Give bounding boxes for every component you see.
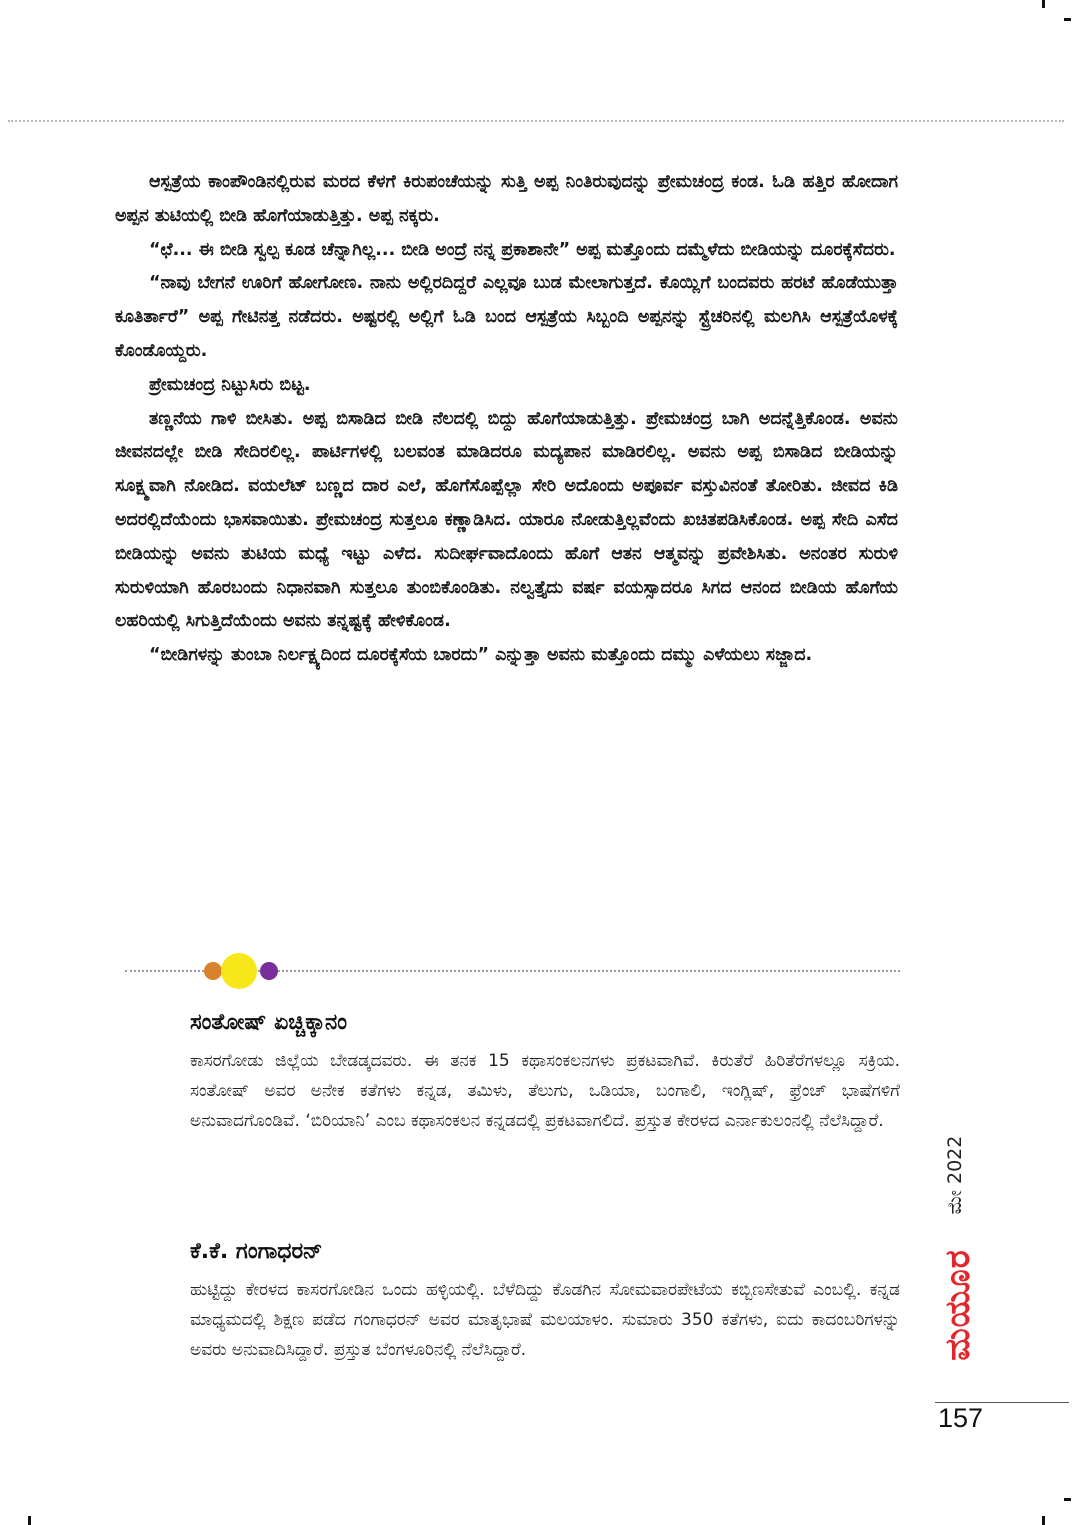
story-paragraph: ಆಸ್ಪತ್ರೆಯ ಕಾಂಪೌಂಡಿನಲ್ಲಿರುವ ಮರದ ಕೆಳಗೆ ಕಿರುಪಂಚೆಯನ್ನು ಸುತ್ತಿ ಅಪ್ಪ ನಿಂತಿರುವುದನ್ನು ಪ್ರೇಮಚಂದ್ರ ಕಂಡ. ಓಡಿ ಹತ್ತಿರ ಹೋದಾಗ ಅಪ್ಪನ ತುಟಿಯಲ್ಲಿ ಬೀಡಿ ಹೊಗೆಯಾಡುತ್ತಿತ್ತು. ಅಪ್ಪ ನಕ್ಕರು. [115, 172, 898, 226]
purple-dot [260, 962, 278, 980]
story-paragraph: ಪ್ರೇಮಚಂದ್ರ ನಿಟ್ಟುಸಿರು ಬಿಟ್ಟ. [149, 374, 311, 395]
story-text [115, 166, 898, 673]
magazine-logo: ಮಯೂರ [938, 1249, 978, 1361]
orange-dot [204, 962, 222, 980]
story-paragraph: “ಬೀಡಿಗಳನ್ನು ತುಂಬಾ ನಿರ್ಲಕ್ಷ್ಯದಿಂದ ದೂರಕ್ಕೆಸೆಯ ಬಾರದು” ಎನ್ನುತ್ತಾ ಅವನು ಮತ್ತೊಂದು ದಮ್ಮು ಎಳೆಯಲು ಸಜ್ಜಾದ. [149, 645, 813, 666]
crop-mark-bottom-left [28, 1516, 31, 1525]
author-name: ಸಂತೋಷ್ ಏಚ್ಚಿಕ್ಕಾನಂ [190, 1010, 347, 1035]
yellow-dot [221, 953, 257, 989]
translator-bio-text: ಹುಟ್ಟಿದ್ದು ಕೇರಳದ ಕಾಸರಗೋಡಿನ ಒಂದು ಹಳ್ಳಿಯಲ್ಲಿ. ಬೆಳೆದಿದ್ದು ಕೊಡಗಿನ ಸೋಮವಾರಪೇಟೆಯ ಕಬ್ಬಿಣಸೇತುವೆ ಎಂಬಲ್ಲಿ. ಕನ್ನಡ ಮಾಧ್ಯಮದಲ್ಲಿ ಶಿಕ್ಷಣ ಪಡೆದ ಗಂಗಾಧರನ್ ಅವರ ಮಾತೃಭಾಷೆ ಮಲಯಾಳಂ. ಸುಮಾರು 350 ಕತೆಗಳು, ಐದು ಕಾದಂಬರಿಗಳನ್ನು ಅವರು ಅನುವಾದಿಸಿದ್ದಾರೆ. ಪ್ರಸ್ತುತ ಬೆಂಗಳೂರಿನಲ್ಲಿ ನೆಲೆಸಿದ್ದಾರೆ. [190, 1280, 900, 1360]
top-dotted-rule [8, 120, 1064, 122]
crop-mark-top-right [1064, 18, 1071, 21]
story-paragraph: ತಣ್ಣನೆಯ ಗಾಳಿ ಬೀಸಿತು. ಅಪ್ಪ ಬಿಸಾಡಿದ ಬೀಡಿ ನೆಲದಲ್ಲಿ ಬಿದ್ದು ಹೊಗೆಯಾಡುತ್ತಿತ್ತು. ಪ್ರೇಮಚಂದ್ರ ಬಾಗಿ ಅದನ್ನೆತ್ತಿಕೊಂಡ. ಅವನು ಜೀವನದಲ್ಲೇ ಬೀಡಿ ಸೇದಿರಲಿಲ್ಲ. ಪಾರ್ಟಿಗಳಲ್ಲಿ ಬಲವಂತ ಮಾಡಿದರೂ ಮದ್ಯಪಾನ ಮಾಡಿರಲಿಲ್ಲ. ಅವನು ಅಪ್ಪ ಬಿಸಾಡಿದ ಬೀಡಿಯನ್ನು ಸೂಕ್ಷ್ಮವಾಗಿ ನೋಡಿದ. ವಯಲೆಟ್ ಬಣ್ಣದ ದಾರ ಎಲೆ, ಹೊಗೆಸೊಪ್ಪೆಲ್ಲಾ ಸೇರಿ ಅದೊಂದು ಅಪೂರ್ವ ವಸ್ತುವಿನಂತೆ ತೋರಿತು. ಜೀವದ ಕಿಡಿ ಅದರಲ್ಲಿದೆಯೆಂದು ಭಾಸವಾಯಿತು. ಪ್ರೇಮಚಂದ್ರ ಸುತ್ತಲೂ ಕಣ್ಣಾಡಿಸಿದ. ಯಾರೂ ನೋಡುತ್ತಿಲ್ಲವೆಂದು ಖಚಿತಪಡಿಸಿಕೊಂಡ. ಅಪ್ಪ ಸೇದಿ ಎಸೆದ ಬೀಡಿಯನ್ನು ಅವನು ತುಟಿಯ ಮಧ್ಯೆ ಇಟ್ಟು ಎಳೆದ. ಸುದೀರ್ಘವಾದೊಂದು ಹೊಗೆ ಆತನ ಆತ್ಮವನ್ನು ಪ್ರವೇಶಿಸಿತು. ಅನಂತರ ಸುರುಳಿ ಸುರುಳಿಯಾಗಿ ಹೊರಬಂದು ನಿಧಾನವಾಗಿ ಸುತ್ತಲೂ ತುಂಬಿಕೊಂಡಿತು. ನಲ್ವತ್ತೈದು ವರ್ಷ ವಯಸ್ಸಾದರೂ ಸಿಗದ ಆನಂದ ಬೀಡಿಯ ಹೊಗೆಯ ಲಹರಿಯಲ್ಲಿ ಸಿಗುತ್ತಿದೆಯೆಂದು ಅವನು ತನ್ನಷ್ಟಕ್ಕೆ ಹೇಳಿಕೊಂಡ. [115, 408, 898, 632]
story-paragraph: “ನಾವು ಬೇಗನೆ ಊರಿಗೆ ಹೋಗೋಣ. ನಾನು ಅಲ್ಲಿರದಿದ್ದರೆ ಎಲ್ಲವೂ ಬುಡ ಮೇಲಾಗುತ್ತದೆ. ಕೊಯ್ಲಿಗೆ ಬಂದವರು ಹರಟೆ ಹೊಡೆಯುತ್ತಾ ಕೂತಿರ್ತಾರೆ” ಅಪ್ಪ ಗೇಟಿನತ್ತ ನಡೆದರು. ಅಷ್ಟರಲ್ಲಿ ಅಲ್ಲಿಗೆ ಓಡಿ ಬಂದ ಆಸ್ಪತ್ರೆಯ ಸಿಬ್ಬಂದಿ ಅಪ್ಪನನ್ನು ಸ್ಟ್ರೆಚರಿನಲ್ಲಿ ಮಲಗಿಸಿ ಆಸ್ಪತ್ರೆಯೊಳಕ್ಕೆ ಕೊಂಡೊಯ್ದರು. [115, 273, 898, 361]
crop-mark-top [1042, 0, 1045, 8]
section-divider [125, 953, 900, 989]
author-bio-text: ಕಾಸರಗೋಡು ಜಿಲ್ಲೆಯ ಬೇಡಡ್ಕದವರು. ಈ ತನಕ 15 ಕಥಾಸಂಕಲನಗಳು ಪ್ರಕಟವಾಗಿವೆ. ಕಿರುತೆರೆ ಹಿರಿತೆರೆಗಳಲ್ಲೂ ಸಕ್ರಿಯ. ಸಂತೋಷ್ ಅವರ ಅನೇಕ ಕತೆಗಳು ಕನ್ನಡ, ತಮಿಳು, ತೆಲುಗು, ಒಡಿಯಾ, ಬಂಗಾಲಿ, ಇಂಗ್ಲಿಷ್, ಫ್ರೆಂಚ್ ಭಾಷೆಗಳಿಗೆ ಅನುವಾದಗೊಂಡಿವೆ. ‘ಬಿರಿಯಾನಿ’ ಎಂಬ ಕಥಾಸಂಕಲನ ಕನ್ನಡದಲ್ಲಿ ಪ್ರಕಟವಾಗಲಿದೆ. ಪ್ರಸ್ತುತ ಕೇರಳದ ಎರ್ನಾಕುಲಂನಲ್ಲಿ ನೆಲೆಸಿದ್ದಾರೆ. [190, 1051, 900, 1131]
translator-bio [190, 1237, 900, 1365]
issue-date: ಮೇ 2022 [944, 1135, 966, 1215]
crop-mark-bottom [1042, 1516, 1045, 1525]
translator-name: ಕೆ.ಕೆ. ಗಂಗಾಧರನ್ [190, 1239, 323, 1264]
page-number: 157 [938, 1403, 984, 1433]
story-paragraph: “ಛೆ... ಈ ಬೀಡಿ ಸ್ವಲ್ಪ ಕೂಡ ಚೆನ್ನಾಗಿಲ್ಲ... ಬೀಡಿ ಅಂದ್ರೆ ನನ್ನ ಪ್ರಕಾಶಾನೇ” ಅಪ್ಪ ಮತ್ತೊಂದು ದಮ್ಮೆಳೆದು ಬೀಡಿಯನ್ನು ದೂರಕ್ಕೆಸೆದರು. [149, 239, 896, 260]
crop-mark-bottom-right [1064, 1498, 1071, 1501]
author-bio [190, 1008, 900, 1136]
